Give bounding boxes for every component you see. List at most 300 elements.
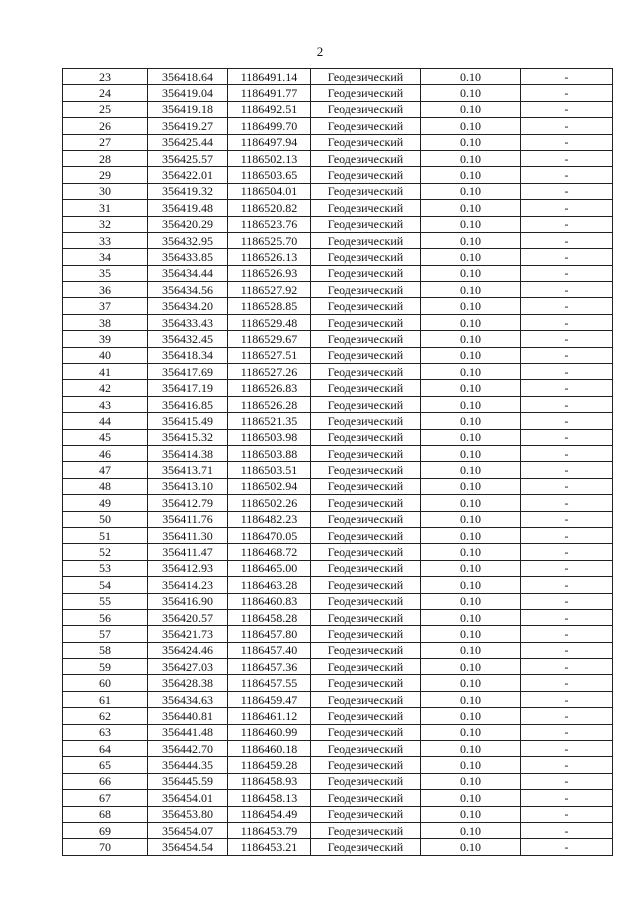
accuracy-cell: 0.10 <box>421 413 521 429</box>
accuracy-cell: 0.10 <box>421 134 521 150</box>
accuracy-cell: 0.10 <box>421 495 521 511</box>
note-cell: - <box>521 462 613 478</box>
point-number-cell: 47 <box>63 462 148 478</box>
table-row <box>63 790 613 806</box>
point-number-cell: 44 <box>63 413 148 429</box>
note-cell: - <box>521 741 613 757</box>
table-row <box>63 200 613 216</box>
method-cell: Геодезический <box>311 741 421 757</box>
x-coordinate-cell: 356434.63 <box>148 691 228 707</box>
method-cell: Геодезический <box>311 69 421 85</box>
y-coordinate-cell: 1186460.83 <box>228 593 311 609</box>
point-number-cell: 33 <box>63 232 148 248</box>
table-row <box>63 675 613 691</box>
accuracy-cell: 0.10 <box>421 282 521 298</box>
note-cell: - <box>521 364 613 380</box>
x-coordinate-cell: 356454.07 <box>148 822 228 838</box>
point-number-cell: 25 <box>63 101 148 117</box>
note-cell: - <box>521 659 613 675</box>
method-cell: Геодезический <box>311 773 421 789</box>
note-cell: - <box>521 134 613 150</box>
x-coordinate-cell: 356419.18 <box>148 101 228 117</box>
note-cell: - <box>521 626 613 642</box>
point-number-cell: 51 <box>63 527 148 543</box>
method-cell: Геодезический <box>311 822 421 838</box>
x-coordinate-cell: 356418.34 <box>148 347 228 363</box>
accuracy-cell: 0.10 <box>421 511 521 527</box>
y-coordinate-cell: 1186457.36 <box>228 659 311 675</box>
y-coordinate-cell: 1186458.13 <box>228 790 311 806</box>
table-row <box>63 134 613 150</box>
x-coordinate-cell: 356414.38 <box>148 445 228 461</box>
method-cell: Геодезический <box>311 232 421 248</box>
table-row <box>63 232 613 248</box>
x-coordinate-cell: 356424.46 <box>148 642 228 658</box>
accuracy-cell: 0.10 <box>421 626 521 642</box>
table-row <box>63 445 613 461</box>
point-number-cell: 70 <box>63 839 148 855</box>
method-cell: Геодезический <box>311 380 421 396</box>
point-number-cell: 61 <box>63 691 148 707</box>
accuracy-cell: 0.10 <box>421 691 521 707</box>
accuracy-cell: 0.10 <box>421 675 521 691</box>
y-coordinate-cell: 1186527.92 <box>228 282 311 298</box>
accuracy-cell: 0.10 <box>421 642 521 658</box>
table-row <box>63 429 613 445</box>
coordinates-table <box>62 68 613 856</box>
y-coordinate-cell: 1186527.26 <box>228 364 311 380</box>
table-row <box>63 216 613 232</box>
x-coordinate-cell: 356419.04 <box>148 85 228 101</box>
accuracy-cell: 0.10 <box>421 265 521 281</box>
y-coordinate-cell: 1186503.88 <box>228 445 311 461</box>
table-row <box>63 69 613 85</box>
point-number-cell: 43 <box>63 396 148 412</box>
note-cell: - <box>521 773 613 789</box>
accuracy-cell: 0.10 <box>421 478 521 494</box>
x-coordinate-cell: 356411.76 <box>148 511 228 527</box>
note-cell: - <box>521 331 613 347</box>
table-row <box>63 609 613 625</box>
accuracy-cell: 0.10 <box>421 462 521 478</box>
note-cell: - <box>521 609 613 625</box>
x-coordinate-cell: 356417.19 <box>148 380 228 396</box>
y-coordinate-cell: 1186453.21 <box>228 839 311 855</box>
table-row <box>63 708 613 724</box>
point-number-cell: 56 <box>63 609 148 625</box>
note-cell: - <box>521 757 613 773</box>
point-number-cell: 30 <box>63 183 148 199</box>
note-cell: - <box>521 232 613 248</box>
method-cell: Геодезический <box>311 757 421 773</box>
y-coordinate-cell: 1186458.93 <box>228 773 311 789</box>
y-coordinate-cell: 1186458.28 <box>228 609 311 625</box>
note-cell: - <box>521 822 613 838</box>
y-coordinate-cell: 1186526.83 <box>228 380 311 396</box>
x-coordinate-cell: 356425.44 <box>148 134 228 150</box>
note-cell: - <box>521 593 613 609</box>
point-number-cell: 62 <box>63 708 148 724</box>
note-cell: - <box>521 314 613 330</box>
table-row <box>63 741 613 757</box>
y-coordinate-cell: 1186457.40 <box>228 642 311 658</box>
x-coordinate-cell: 356444.35 <box>148 757 228 773</box>
note-cell: - <box>521 511 613 527</box>
point-number-cell: 48 <box>63 478 148 494</box>
method-cell: Геодезический <box>311 790 421 806</box>
method-cell: Геодезический <box>311 806 421 822</box>
point-number-cell: 46 <box>63 445 148 461</box>
method-cell: Геодезический <box>311 691 421 707</box>
table-row <box>63 380 613 396</box>
accuracy-cell: 0.10 <box>421 347 521 363</box>
note-cell: - <box>521 183 613 199</box>
point-number-cell: 50 <box>63 511 148 527</box>
table-row <box>63 183 613 199</box>
method-cell: Геодезический <box>311 708 421 724</box>
accuracy-cell: 0.10 <box>421 298 521 314</box>
accuracy-cell: 0.10 <box>421 806 521 822</box>
note-cell: - <box>521 216 613 232</box>
table-row <box>63 560 613 576</box>
y-coordinate-cell: 1186492.51 <box>228 101 311 117</box>
note-cell: - <box>521 413 613 429</box>
point-number-cell: 24 <box>63 85 148 101</box>
point-number-cell: 34 <box>63 249 148 265</box>
x-coordinate-cell: 356412.93 <box>148 560 228 576</box>
y-coordinate-cell: 1186503.51 <box>228 462 311 478</box>
note-cell: - <box>521 495 613 511</box>
y-coordinate-cell: 1186520.82 <box>228 200 311 216</box>
x-coordinate-cell: 356419.32 <box>148 183 228 199</box>
method-cell: Геодезический <box>311 429 421 445</box>
accuracy-cell: 0.10 <box>421 757 521 773</box>
note-cell: - <box>521 69 613 85</box>
table-row <box>63 298 613 314</box>
x-coordinate-cell: 356432.95 <box>148 232 228 248</box>
y-coordinate-cell: 1186470.05 <box>228 527 311 543</box>
point-number-cell: 28 <box>63 150 148 166</box>
method-cell: Геодезический <box>311 134 421 150</box>
method-cell: Геодезический <box>311 200 421 216</box>
x-coordinate-cell: 356454.54 <box>148 839 228 855</box>
x-coordinate-cell: 356417.69 <box>148 364 228 380</box>
accuracy-cell: 0.10 <box>421 396 521 412</box>
accuracy-cell: 0.10 <box>421 85 521 101</box>
method-cell: Геодезический <box>311 314 421 330</box>
accuracy-cell: 0.10 <box>421 527 521 543</box>
note-cell: - <box>521 527 613 543</box>
table-row <box>63 85 613 101</box>
table-row <box>63 396 613 412</box>
x-coordinate-cell: 356413.71 <box>148 462 228 478</box>
accuracy-cell: 0.10 <box>421 708 521 724</box>
method-cell: Геодезический <box>311 445 421 461</box>
y-coordinate-cell: 1186521.35 <box>228 413 311 429</box>
method-cell: Геодезический <box>311 183 421 199</box>
y-coordinate-cell: 1186529.67 <box>228 331 311 347</box>
point-number-cell: 45 <box>63 429 148 445</box>
note-cell: - <box>521 724 613 740</box>
accuracy-cell: 0.10 <box>421 101 521 117</box>
method-cell: Геодезический <box>311 462 421 478</box>
note-cell: - <box>521 101 613 117</box>
point-number-cell: 65 <box>63 757 148 773</box>
table-row <box>63 331 613 347</box>
point-number-cell: 31 <box>63 200 148 216</box>
point-number-cell: 40 <box>63 347 148 363</box>
x-coordinate-cell: 356415.32 <box>148 429 228 445</box>
y-coordinate-cell: 1186491.14 <box>228 69 311 85</box>
method-cell: Геодезический <box>311 150 421 166</box>
table-row <box>63 364 613 380</box>
method-cell: Геодезический <box>311 560 421 576</box>
method-cell: Геодезический <box>311 478 421 494</box>
x-coordinate-cell: 356445.59 <box>148 773 228 789</box>
table-row <box>63 347 613 363</box>
accuracy-cell: 0.10 <box>421 200 521 216</box>
point-number-cell: 23 <box>63 69 148 85</box>
x-coordinate-cell: 356434.56 <box>148 282 228 298</box>
method-cell: Геодезический <box>311 413 421 429</box>
y-coordinate-cell: 1186465.00 <box>228 560 311 576</box>
accuracy-cell: 0.10 <box>421 232 521 248</box>
method-cell: Геодезический <box>311 511 421 527</box>
y-coordinate-cell: 1186457.80 <box>228 626 311 642</box>
table-row <box>63 282 613 298</box>
accuracy-cell: 0.10 <box>421 150 521 166</box>
method-cell: Геодезический <box>311 101 421 117</box>
x-coordinate-cell: 356433.85 <box>148 249 228 265</box>
accuracy-cell: 0.10 <box>421 659 521 675</box>
accuracy-cell: 0.10 <box>421 839 521 855</box>
y-coordinate-cell: 1186526.28 <box>228 396 311 412</box>
note-cell: - <box>521 347 613 363</box>
y-coordinate-cell: 1186523.76 <box>228 216 311 232</box>
x-coordinate-cell: 356427.03 <box>148 659 228 675</box>
y-coordinate-cell: 1186525.70 <box>228 232 311 248</box>
x-coordinate-cell: 356419.48 <box>148 200 228 216</box>
table-row <box>63 511 613 527</box>
y-coordinate-cell: 1186454.49 <box>228 806 311 822</box>
y-coordinate-cell: 1186453.79 <box>228 822 311 838</box>
note-cell: - <box>521 200 613 216</box>
point-number-cell: 63 <box>63 724 148 740</box>
method-cell: Геодезический <box>311 724 421 740</box>
method-cell: Геодезический <box>311 577 421 593</box>
y-coordinate-cell: 1186499.70 <box>228 118 311 134</box>
method-cell: Геодезический <box>311 282 421 298</box>
point-number-cell: 57 <box>63 626 148 642</box>
y-coordinate-cell: 1186497.94 <box>228 134 311 150</box>
y-coordinate-cell: 1186468.72 <box>228 544 311 560</box>
x-coordinate-cell: 356414.23 <box>148 577 228 593</box>
x-coordinate-cell: 356411.30 <box>148 527 228 543</box>
accuracy-cell: 0.10 <box>421 429 521 445</box>
note-cell: - <box>521 429 613 445</box>
table-row <box>63 478 613 494</box>
y-coordinate-cell: 1186528.85 <box>228 298 311 314</box>
table-row <box>63 413 613 429</box>
y-coordinate-cell: 1186503.98 <box>228 429 311 445</box>
y-coordinate-cell: 1186459.28 <box>228 757 311 773</box>
table-row <box>63 757 613 773</box>
note-cell: - <box>521 790 613 806</box>
accuracy-cell: 0.10 <box>421 380 521 396</box>
point-number-cell: 39 <box>63 331 148 347</box>
note-cell: - <box>521 839 613 855</box>
page-number: 2 <box>316 44 324 59</box>
point-number-cell: 68 <box>63 806 148 822</box>
point-number-cell: 38 <box>63 314 148 330</box>
table-row <box>63 593 613 609</box>
y-coordinate-cell: 1186502.26 <box>228 495 311 511</box>
x-coordinate-cell: 356418.64 <box>148 69 228 85</box>
method-cell: Геодезический <box>311 839 421 855</box>
point-number-cell: 27 <box>63 134 148 150</box>
y-coordinate-cell: 1186529.48 <box>228 314 311 330</box>
x-coordinate-cell: 356434.20 <box>148 298 228 314</box>
point-number-cell: 49 <box>63 495 148 511</box>
accuracy-cell: 0.10 <box>421 773 521 789</box>
x-coordinate-cell: 356413.10 <box>148 478 228 494</box>
table-row <box>63 724 613 740</box>
point-number-cell: 32 <box>63 216 148 232</box>
note-cell: - <box>521 282 613 298</box>
method-cell: Геодезический <box>311 118 421 134</box>
table-row <box>63 806 613 822</box>
table-row <box>63 642 613 658</box>
y-coordinate-cell: 1186459.47 <box>228 691 311 707</box>
accuracy-cell: 0.10 <box>421 314 521 330</box>
y-coordinate-cell: 1186527.51 <box>228 347 311 363</box>
y-coordinate-cell: 1186526.93 <box>228 265 311 281</box>
x-coordinate-cell: 356454.01 <box>148 790 228 806</box>
x-coordinate-cell: 356433.43 <box>148 314 228 330</box>
table-row <box>63 626 613 642</box>
accuracy-cell: 0.10 <box>421 364 521 380</box>
accuracy-cell: 0.10 <box>421 790 521 806</box>
x-coordinate-cell: 356425.57 <box>148 150 228 166</box>
method-cell: Геодезический <box>311 527 421 543</box>
method-cell: Геодезический <box>311 593 421 609</box>
table-row <box>63 314 613 330</box>
table-row <box>63 577 613 593</box>
note-cell: - <box>521 691 613 707</box>
y-coordinate-cell: 1186503.65 <box>228 167 311 183</box>
accuracy-cell: 0.10 <box>421 822 521 838</box>
table-row <box>63 150 613 166</box>
note-cell: - <box>521 675 613 691</box>
method-cell: Геодезический <box>311 331 421 347</box>
method-cell: Геодезический <box>311 495 421 511</box>
table-row <box>63 249 613 265</box>
y-coordinate-cell: 1186463.28 <box>228 577 311 593</box>
table-row <box>63 118 613 134</box>
accuracy-cell: 0.10 <box>421 560 521 576</box>
accuracy-cell: 0.10 <box>421 593 521 609</box>
table-row <box>63 839 613 855</box>
note-cell: - <box>521 150 613 166</box>
accuracy-cell: 0.10 <box>421 331 521 347</box>
x-coordinate-cell: 356416.85 <box>148 396 228 412</box>
x-coordinate-cell: 356440.81 <box>148 708 228 724</box>
method-cell: Геодезический <box>311 347 421 363</box>
method-cell: Геодезический <box>311 265 421 281</box>
method-cell: Геодезический <box>311 609 421 625</box>
point-number-cell: 36 <box>63 282 148 298</box>
note-cell: - <box>521 642 613 658</box>
point-number-cell: 29 <box>63 167 148 183</box>
note-cell: - <box>521 118 613 134</box>
note-cell: - <box>521 478 613 494</box>
note-cell: - <box>521 167 613 183</box>
y-coordinate-cell: 1186460.99 <box>228 724 311 740</box>
method-cell: Геодезический <box>311 675 421 691</box>
point-number-cell: 37 <box>63 298 148 314</box>
method-cell: Геодезический <box>311 544 421 560</box>
y-coordinate-cell: 1186461.12 <box>228 708 311 724</box>
x-coordinate-cell: 356441.48 <box>148 724 228 740</box>
x-coordinate-cell: 356422.01 <box>148 167 228 183</box>
accuracy-cell: 0.10 <box>421 118 521 134</box>
y-coordinate-cell: 1186491.77 <box>228 85 311 101</box>
accuracy-cell: 0.10 <box>421 69 521 85</box>
x-coordinate-cell: 356420.29 <box>148 216 228 232</box>
x-coordinate-cell: 356412.79 <box>148 495 228 511</box>
x-coordinate-cell: 356411.47 <box>148 544 228 560</box>
point-number-cell: 52 <box>63 544 148 560</box>
point-number-cell: 60 <box>63 675 148 691</box>
x-coordinate-cell: 356428.38 <box>148 675 228 691</box>
point-number-cell: 26 <box>63 118 148 134</box>
x-coordinate-cell: 356421.73 <box>148 626 228 642</box>
table-row <box>63 691 613 707</box>
note-cell: - <box>521 396 613 412</box>
method-cell: Геодезический <box>311 364 421 380</box>
method-cell: Геодезический <box>311 396 421 412</box>
point-number-cell: 35 <box>63 265 148 281</box>
table-row <box>63 462 613 478</box>
method-cell: Геодезический <box>311 85 421 101</box>
method-cell: Геодезический <box>311 659 421 675</box>
accuracy-cell: 0.10 <box>421 609 521 625</box>
point-number-cell: 69 <box>63 822 148 838</box>
accuracy-cell: 0.10 <box>421 183 521 199</box>
y-coordinate-cell: 1186502.94 <box>228 478 311 494</box>
accuracy-cell: 0.10 <box>421 741 521 757</box>
point-number-cell: 67 <box>63 790 148 806</box>
note-cell: - <box>521 708 613 724</box>
x-coordinate-cell: 356419.27 <box>148 118 228 134</box>
table-row <box>63 773 613 789</box>
table-row <box>63 265 613 281</box>
note-cell: - <box>521 85 613 101</box>
y-coordinate-cell: 1186460.18 <box>228 741 311 757</box>
coordinates-table-body <box>63 69 613 856</box>
y-coordinate-cell: 1186457.55 <box>228 675 311 691</box>
point-number-cell: 53 <box>63 560 148 576</box>
accuracy-cell: 0.10 <box>421 544 521 560</box>
x-coordinate-cell: 356415.49 <box>148 413 228 429</box>
x-coordinate-cell: 356420.57 <box>148 609 228 625</box>
table-row <box>63 495 613 511</box>
point-number-cell: 42 <box>63 380 148 396</box>
x-coordinate-cell: 356434.44 <box>148 265 228 281</box>
y-coordinate-cell: 1186526.13 <box>228 249 311 265</box>
table-row <box>63 822 613 838</box>
accuracy-cell: 0.10 <box>421 577 521 593</box>
